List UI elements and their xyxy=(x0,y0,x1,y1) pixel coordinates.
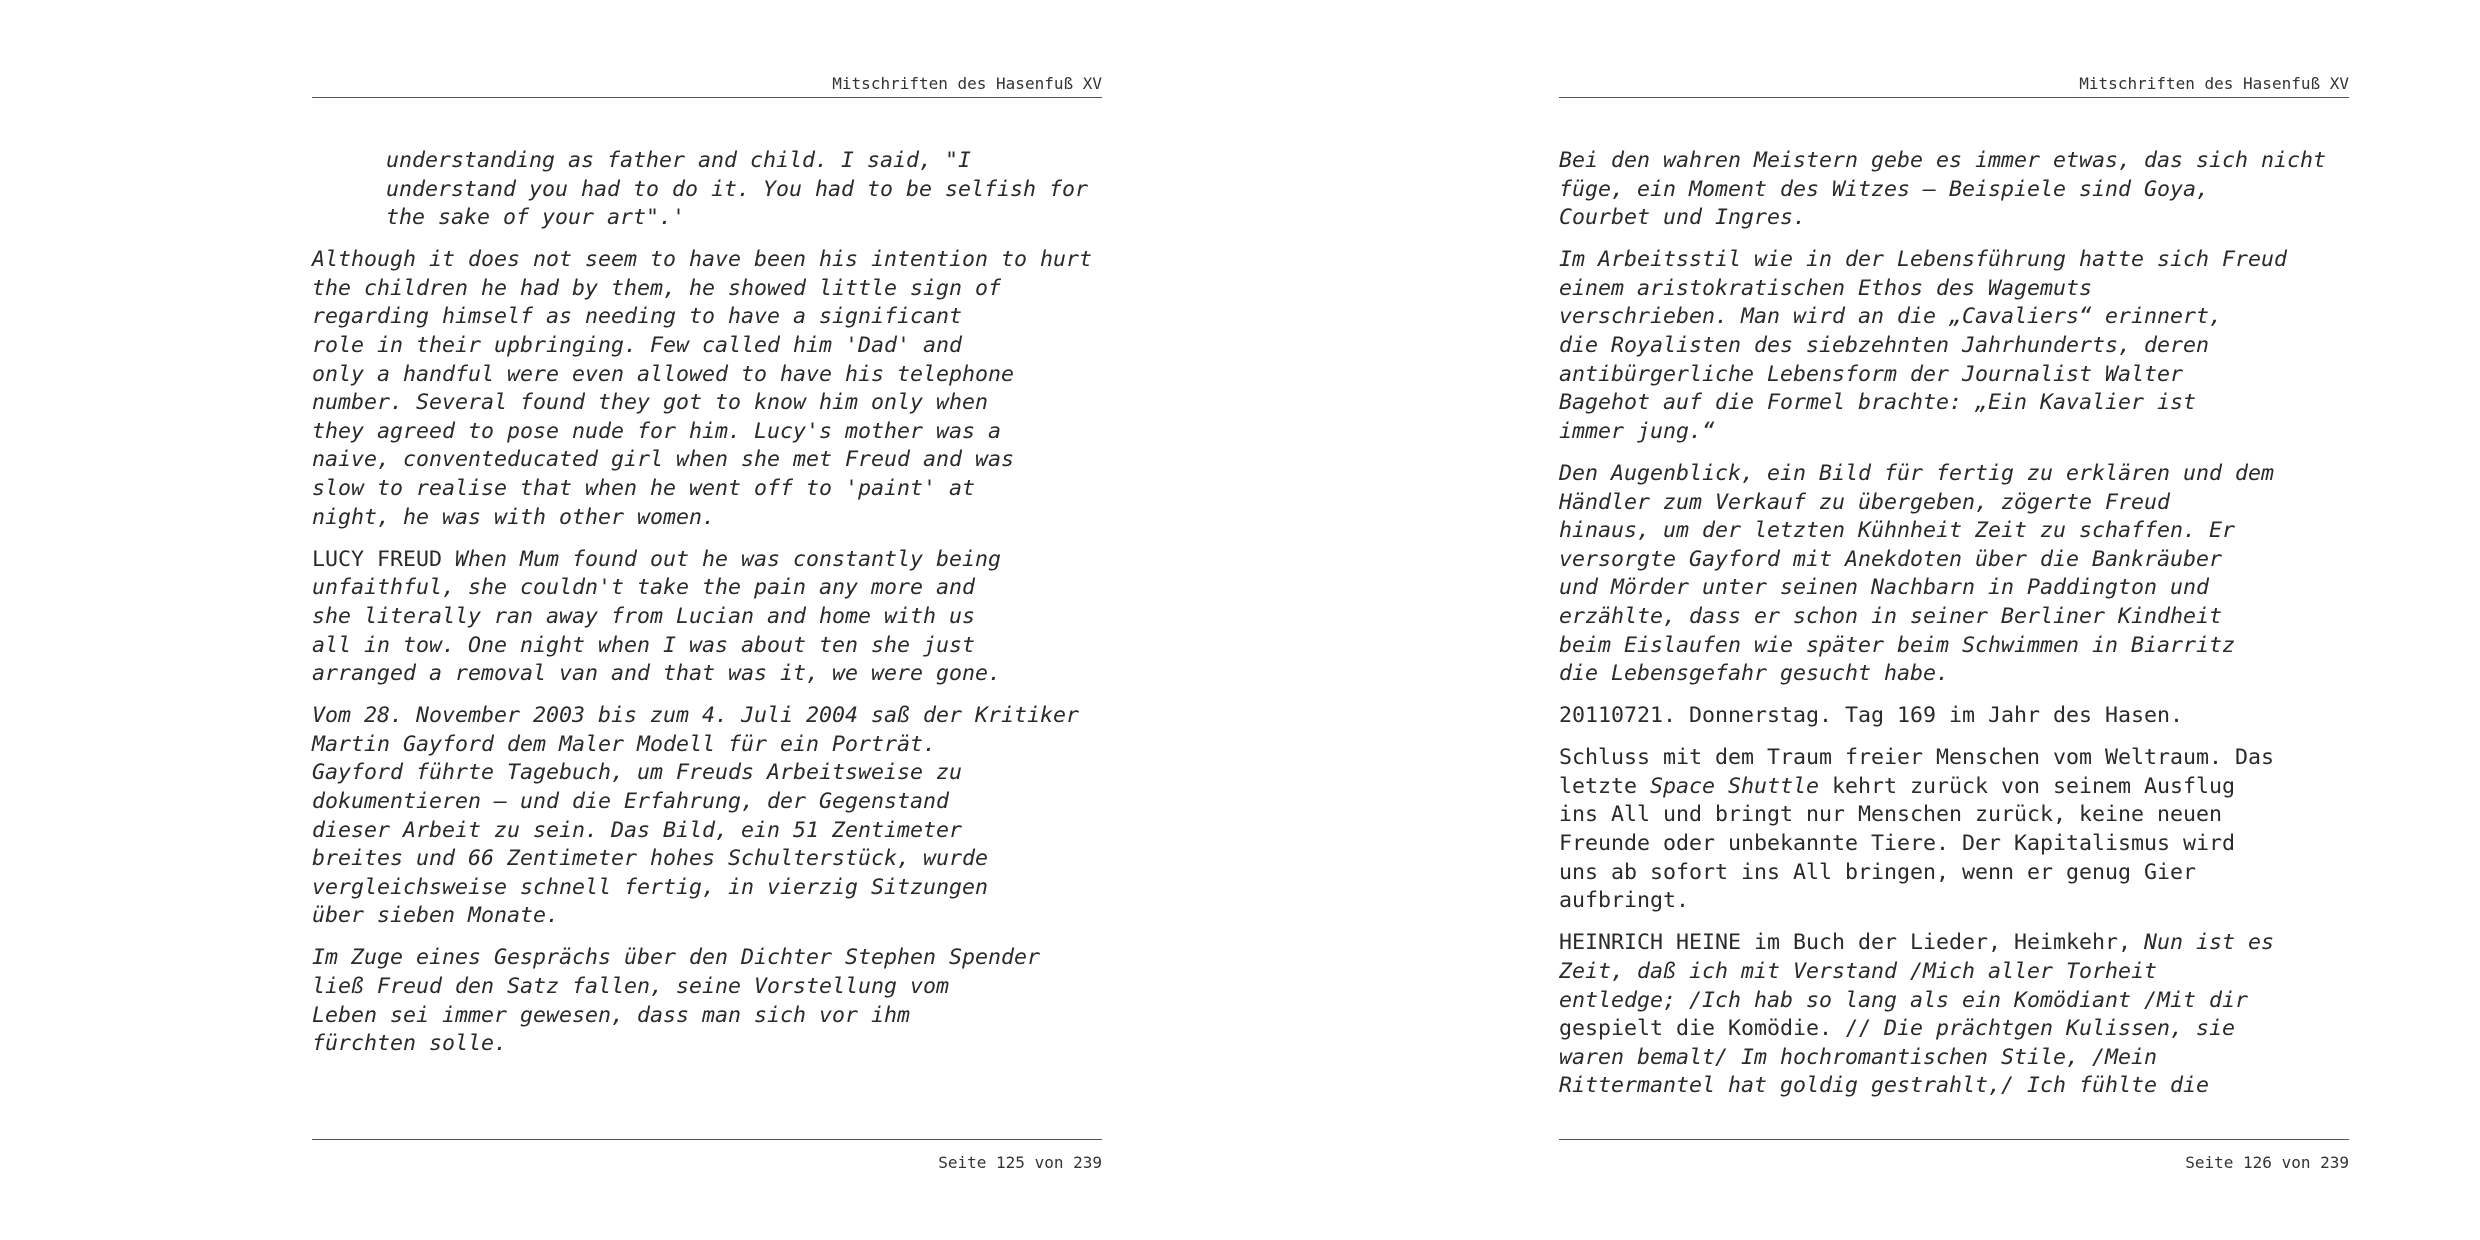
text-line: only a handful were even allowed to have his telephone xyxy=(312,361,1015,387)
paragraph xyxy=(312,246,1102,532)
paragraph xyxy=(1559,460,2349,689)
text-line: dokumentieren – und die Erfahrung, der Gegenstand xyxy=(312,788,950,814)
text-line: arranged a removal van and that was it, we were gone. xyxy=(312,661,1002,687)
paragraph xyxy=(1559,702,2349,731)
text-line: understand you had to do it. You had to be selfish for xyxy=(386,176,1089,202)
diary-date-line: 20110721. Donnerstag. Tag 169 im Jahr des Hasen. xyxy=(1559,703,2184,729)
text-line: Courbet und Ingres. xyxy=(1559,205,1807,231)
running-head-left: Mitschriften des Hasenfuß XV xyxy=(832,74,1102,93)
text-line: einem aristokratischen Ethos des Wagemuts xyxy=(1559,275,2093,301)
text-line: the sake of your art".' xyxy=(386,205,686,231)
text-line: regarding himself as needing to have a significant xyxy=(312,304,963,330)
text-segment: When Mum found out he was constantly being xyxy=(455,546,1002,572)
speaker-name: HEINRICH HEINE im Buch der Lieder, Heimkehr, xyxy=(1559,930,2132,956)
header-rule-right xyxy=(1559,97,2349,98)
text-segment: kehrt zurück von seinem Ausflug xyxy=(1819,773,2236,799)
text-line: über sieben Monate. xyxy=(312,903,560,929)
page-number-left: Seite 125 von 239 xyxy=(938,1153,1102,1172)
text-line: Martin Gayford dem Maler Modell für ein Porträt. xyxy=(312,731,937,757)
text-line: Bagehot auf die Formel brachte: „Ein Kavalier ist xyxy=(1559,390,2197,416)
speaker-name: LUCY FREUD xyxy=(312,546,443,572)
text-line: Gayford führte Tagebuch, um Freuds Arbeitsweise zu xyxy=(312,760,963,786)
paragraph xyxy=(1559,147,2349,233)
text-line: antibürgerliche Lebensform der Journalist Walter xyxy=(1559,361,2184,387)
footer-rule-left xyxy=(312,1139,1102,1140)
text-line: und Mörder unter seinen Nachbarn in Paddington und xyxy=(1559,575,2210,601)
footer-rule-right xyxy=(1559,1139,2349,1140)
text-line: Händler zum Verkauf zu übergeben, zögerte Freud xyxy=(1559,489,2171,515)
text-line: ins All und bringt nur Menschen zurück, keine neuen xyxy=(1559,802,2223,828)
text-line: all in tow. One night when I was about ten she just xyxy=(312,632,976,658)
text-line: slow to realise that when he went off to 'paint' at xyxy=(312,476,976,502)
header-rule-left xyxy=(312,97,1102,98)
text-line: Im Zuge eines Gesprächs über den Dichter Stephen Spender xyxy=(312,945,1041,971)
paragraph xyxy=(312,147,1102,233)
text-line: the children he had by them, he showed little sign of xyxy=(312,275,1002,301)
text-line: number. Several found they got to know him only when xyxy=(312,390,989,416)
text-line xyxy=(1559,929,2349,958)
text-line: Vom 28. November 2003 bis zum 4. Juli 2004 saß der Kritiker xyxy=(312,703,1080,729)
text-line: they agreed to pose nude for him. Lucy's mother was a xyxy=(312,418,1002,444)
text-line: breites und 66 Zentimeter hohes Schulterstück, wurde xyxy=(312,846,989,872)
text-line xyxy=(1559,1015,2349,1044)
text-line: ließ Freud den Satz fallen, seine Vorstellung vom xyxy=(312,974,950,1000)
paragraph xyxy=(1559,246,2349,446)
text-line: Bei den wahren Meistern gebe es immer etwas, das sich nicht xyxy=(1559,148,2327,173)
text-line: Zeit, daß ich mit Verstand /Mich aller Torheit xyxy=(1559,958,2158,984)
text-line: verschrieben. Man wird an die „Cavaliers“ erinnert, xyxy=(1559,304,2223,330)
text-line: erzählte, dass er schon in seiner Berliner Kindheit xyxy=(1559,603,2223,629)
text-line: Freunde oder unbekannte Tiere. Der Kapitalismus wird xyxy=(1559,831,2236,857)
text-segment: Nun ist es xyxy=(2144,930,2275,956)
text-line: immer jung.“ xyxy=(1559,418,1716,444)
text-line: unfaithful, she couldn't take the pain any more and xyxy=(312,575,976,601)
right-page-body xyxy=(1559,147,2349,1114)
paragraph xyxy=(1559,929,2349,1101)
text-line: füge, ein Moment des Witzes – Beispiele sind Goya, xyxy=(1559,176,2210,202)
paragraph xyxy=(312,944,1102,1058)
text-line: versorgte Gayford mit Anekdoten über die Bankräuber xyxy=(1559,546,2223,572)
text-line: Schluss mit dem Traum freier Menschen vom Weltraum. Das xyxy=(1559,745,2275,771)
text-line: Rittermantel hat goldig gestrahlt,/ Ich fühlte die xyxy=(1559,1073,2210,1099)
text-line: understanding as father and child. I said, "I xyxy=(386,148,972,173)
text-line: vergleichsweise schnell fertig, in vierzig Sitzungen xyxy=(312,874,989,900)
text-line: die Lebensgefahr gesucht habe. xyxy=(1559,661,1950,687)
left-page-body xyxy=(312,147,1102,1072)
text-line: fürchten solle. xyxy=(312,1031,508,1057)
left-page xyxy=(312,0,1102,1240)
text-line: dieser Arbeit zu sein. Das Bild, ein 51 Zentimeter xyxy=(312,817,963,843)
text-line: hinaus, um der letzten Kühnheit Zeit zu schaffen. Er xyxy=(1559,518,2236,544)
text-line: beim Eislaufen wie später beim Schwimmen in Biarritz xyxy=(1559,632,2236,658)
text-line: die Royalisten des siebzehnten Jahrhunderts, deren xyxy=(1559,333,2210,359)
text-line: night, he was with other women. xyxy=(312,504,716,530)
right-page xyxy=(1559,0,2349,1240)
text-segment: Die prächtgen Kulissen, sie xyxy=(1871,1016,2236,1042)
text-line: entledge; /Ich hab so lang als ein Komödiant /Mit dir xyxy=(1559,987,2249,1013)
text-segment: gespielt die Komödie. // xyxy=(1559,1016,1872,1042)
text-line: Although it does not seem to have been his intention to hurt xyxy=(312,247,1093,273)
text-line: she literally ran away from Lucian and home with us xyxy=(312,603,976,629)
text-line: aufbringt. xyxy=(1559,888,1690,914)
page-number-right: Seite 126 von 239 xyxy=(2185,1153,2349,1172)
text-line: Im Arbeitsstil wie in der Lebensführung hatte sich Freud xyxy=(1559,247,2288,273)
text-line: role in their upbringing. Few called him 'Dad' and xyxy=(312,333,963,359)
text-line: Den Augenblick, ein Bild für fertig zu erklären und dem xyxy=(1559,460,2275,486)
text-line: waren bemalt/ Im hochromantischen Stile, /Mein xyxy=(1559,1044,2158,1070)
paragraph xyxy=(312,546,1102,689)
text-line xyxy=(312,546,1102,575)
text-line: naive, conventeducated girl when she met Freud and was xyxy=(312,447,1015,473)
text-line xyxy=(1559,773,2349,802)
paragraph xyxy=(312,702,1102,931)
paragraph xyxy=(1559,744,2349,916)
text-line: Leben sei immer gewesen, dass man sich vor ihm xyxy=(312,1002,911,1028)
italic-title: Space Shuttle xyxy=(1650,773,1820,799)
running-head-right: Mitschriften des Hasenfuß XV xyxy=(2079,74,2349,93)
text-segment: letzte xyxy=(1559,773,1651,799)
text-line: uns ab sofort ins All bringen, wenn er genug Gier xyxy=(1559,859,2197,885)
